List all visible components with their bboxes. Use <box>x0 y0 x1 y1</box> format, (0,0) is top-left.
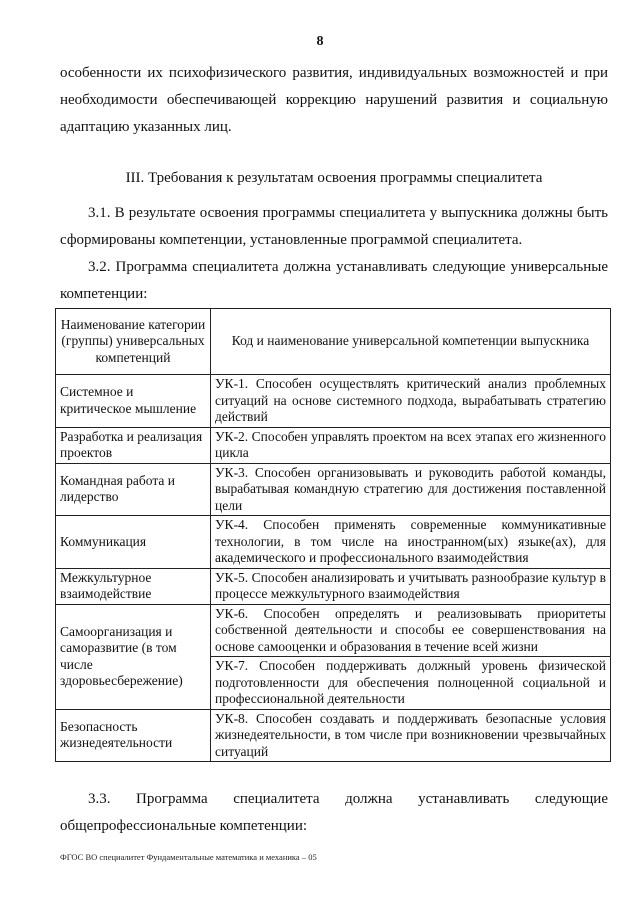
section-heading: III. Требования к результатам освоения программы специалитета <box>125 170 543 186</box>
word: специалитета <box>233 791 320 807</box>
competence-cell: УК-1. Способен осуществлять критический анализ проблемных ситуаций на основе системного подхода, вырабатывать стратегию действий <box>211 375 611 428</box>
category-cell: Системное и критическое мышление <box>56 375 211 428</box>
competencies-table <box>55 308 611 762</box>
category-cell: Коммуникация <box>56 516 211 569</box>
table-row <box>56 375 611 428</box>
paragraph-3-3-line1 <box>60 786 608 813</box>
competence-cell: УК-5. Способен анализировать и учитывать разнообразие культур в процессе межкультурного взаимодействия <box>211 568 611 604</box>
table-row <box>56 463 611 516</box>
category-cell: Разработка и реализация проектов <box>56 427 211 463</box>
competence-cell: УК-4. Способен применять современные коммуникативные технологии, в том числе на иностранном(ых) языке(ах), для академического и профессионального взаимодействия <box>211 516 611 569</box>
category-cell: Командная работа и лидерство <box>56 463 211 516</box>
word: должна <box>345 791 393 807</box>
page-number: 8 <box>316 34 324 49</box>
category-cell: Межкультурное взаимодействие <box>56 568 211 604</box>
header-competence: Код и наименование универсальной компетенции выпускника <box>211 309 611 375</box>
word: Программа <box>136 791 208 807</box>
paragraph-3-3 <box>60 786 608 840</box>
table-row <box>56 427 611 463</box>
competence-cell: УК-8. Способен создавать и поддерживать безопасные условия жизнедеятельности, в том числе при возникновении чрезвычайных ситуаций <box>211 709 611 762</box>
category-cell: Безопасность жизнедеятельности <box>56 709 211 762</box>
word: 3.3. <box>88 791 111 807</box>
paragraph-3-1: 3.1. В результате освоения программы специалитета у выпускника должны быть сформированы компетенции, установленные программой специалитета. <box>60 205 608 248</box>
paragraph-3-3-line2: общепрофессиональные компетенции: <box>60 818 308 834</box>
paragraph-3-2: 3.2. Программа специалитета должна устанавливать следующие универсальные компетенции: <box>60 259 608 302</box>
competence-cell: УК-7. Способен поддерживать должный уровень физической подготовленности для обеспечения полноценной социальной и профессиональной деятельности <box>211 657 611 710</box>
table-row <box>56 568 611 604</box>
table-row <box>56 604 611 657</box>
word: следующие <box>534 791 608 807</box>
competence-cell: УК-6. Способен определять и реализовывать приоритеты собственной деятельности и способы ее совершенствования на основе самооценки и образования в течение всей жизни <box>211 604 611 657</box>
competence-cell: УК-2. Способен управлять проектом на всех этапах его жизненного цикла <box>211 427 611 463</box>
table-row <box>56 516 611 569</box>
header-category: Наименование категории (группы) универсальных компетенций <box>56 309 211 375</box>
competence-cell: УК-3. Способен организовывать и руководить работой команды, вырабатывая командную стратегию для достижения поставленной цели <box>211 463 611 516</box>
intro-paragraph: особенности их психофизического развития, индивидуальных возможностей и при необходимости обеспечивающей коррекцию нарушений развития и социальную адаптацию указанных лиц. <box>60 65 608 135</box>
word: устанавливать <box>418 791 510 807</box>
table-header-row <box>56 309 611 375</box>
footer: ФГОС ВО специалитет Фундаментальные математика и механика – 05 <box>60 852 317 862</box>
category-cell: Самоорганизация и саморазвитие (в том числе здоровьесбережение) <box>56 604 211 709</box>
table-row <box>56 709 611 762</box>
